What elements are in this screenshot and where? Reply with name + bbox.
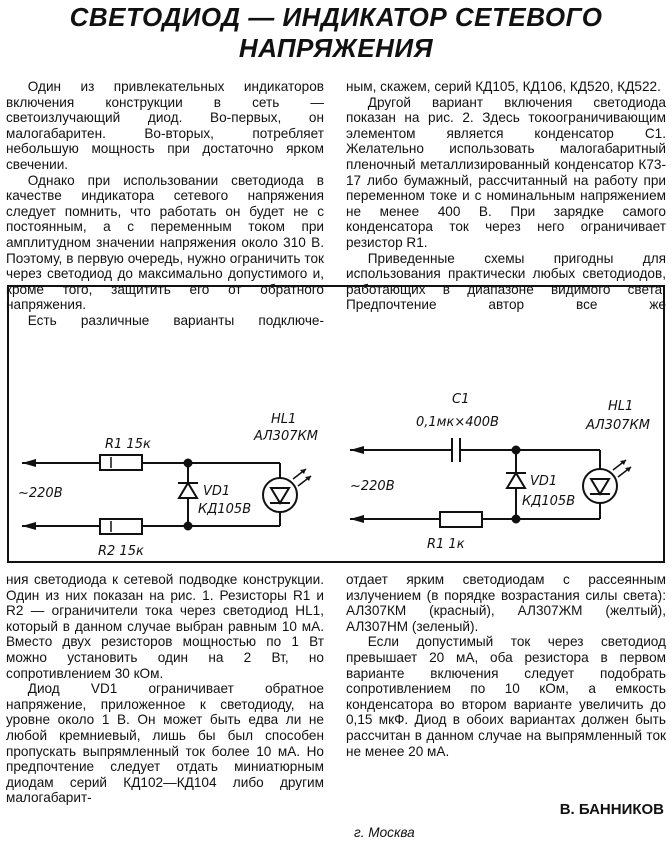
paragraph: Другой вариант включения светодиода показан на рис. 2. Здесь токоограничивающим элементом является конденсатор С1. Желательно использовать малогабаритный пленочный металлизированный конденсатор К73-17 либо бумажный, рассчитанный на работу при переменном токе и с номинальным напряжением не менее 400 В. При зарядке самого конденсатора ток через него ограничивает резистор R1.: [346, 94, 666, 250]
label-vd1: VD1: [203, 484, 231, 499]
arrow-left-icon: [350, 446, 364, 454]
label-r1: R1 1к: [427, 537, 465, 552]
author-signature: В. БАННИКОВ: [559, 801, 664, 818]
diode-vd1-icon: [506, 473, 526, 488]
resistor-r1: [100, 455, 142, 470]
resistor-r1: [440, 512, 482, 527]
arrow-left-icon: [22, 522, 36, 530]
label-c1-value: 0,1мк×400В: [416, 415, 499, 430]
paragraph: Если допустимый ток через светодиод превышает 20 мА, оба резистора в первом варианте включения следует подобрать сопротивлением по 10 кОм, а емкость конденсатора во втором варианте увеличить до 0,15 мкФ. Диод в обоих вариантах должен быть рассчитан в данном случае на выпрямленный ток не менее 20 мА.: [346, 634, 666, 759]
title-line-1: СВЕТОДИОД — ИНДИКАТОР СЕТЕВОГО: [69, 2, 603, 32]
paragraph: Есть различные варианты подключе-: [27, 312, 324, 328]
label-r2: R2 15к: [98, 544, 144, 559]
led-hl1-icon: [263, 469, 311, 512]
article-title: [0, 2, 672, 64]
label-hl1-type: АЛ307КМ: [586, 418, 650, 433]
paragraph: Однако при использовании светодиода в качестве индикатора сетевого напряжения следует помнить, что работать он будет не с постоянным, а с переменным током при амплитудном значении напряжения около 310 В. Поэтому, в первую очередь, нужно ограничить ток через светодиод до максимально допустимого и, кроме того, защитить его от обратного напряжения.: [6, 172, 324, 313]
resistor-r2: [100, 519, 142, 534]
label-hl1: HL1: [271, 412, 297, 427]
label-vd1-type: КД105В: [522, 494, 576, 509]
paragraph: Диод VD1 ограничивает обратное напряжение, приложенное к светодиоду, на уровне около 1 В. Он может быть едва ли не любой кремниевый, лишь бы был способен пропускать выпрямленный ток более 10 мА. Но предпочтение следует отдать миниатюрным диодам серий КД102—КД104 либо другим малогабарит-: [6, 681, 324, 806]
label-source: ~220В: [18, 486, 63, 501]
led-hl1-icon: [583, 460, 631, 503]
circuit-figures: [0, 283, 672, 568]
paragraph: отдает ярким светодиодам с рассеянным излучением (в порядке возрастания силы света): АЛ307КМ (красный), АЛ307ЖМ (желтый), АЛ307НМ (зеленый).: [346, 572, 666, 634]
author-city: г. Москва: [354, 825, 415, 840]
label-hl1-type: АЛ307КМ: [254, 429, 318, 444]
label-hl1: HL1: [608, 399, 634, 414]
text-column-2: [346, 79, 666, 313]
title-line-2: НАПРЯЖЕНИЯ: [238, 33, 434, 63]
text-column-4: [346, 572, 666, 759]
paragraph: ния светодиода к сетевой подводке конструкции. Один из них показан на рис. 1. Резисторы R1 и R2 — ограничители тока через светодиод HL1, который в данном случае выбран равным 10 мА. Вместо двух резисторов мощностью по 1 Вт можно установить один на 2 Вт, но сопротивлением 30 кОм.: [6, 572, 324, 681]
text-column-3: [6, 572, 324, 806]
paragraph: Приведенные схемы пригодны для использования практически любых светодиодов, работающих в диапазоне видимого света. Предпочтение автор все же: [346, 250, 666, 313]
label-vd1-type: КД105В: [198, 502, 252, 517]
label-source: ~220В: [350, 479, 395, 494]
paragraph: ным, скажем, серий КД105, КД106, КД520, КД522.: [346, 79, 661, 94]
paragraph: Один из привлекательных индикаторов включения конструкции в сеть — светоизлучающий диод. Во-первых, он малогабаритен. Во-вторых, потребляет небольшую мощность при достаточно ярком свечении.: [6, 79, 324, 172]
label-vd1: VD1: [530, 474, 558, 489]
diode-vd1-icon: [178, 483, 198, 498]
arrow-left-icon: [350, 515, 364, 523]
arrow-left-icon: [22, 459, 36, 467]
label-r1: R1 15к: [105, 437, 151, 452]
label-c1: C1: [452, 392, 470, 407]
